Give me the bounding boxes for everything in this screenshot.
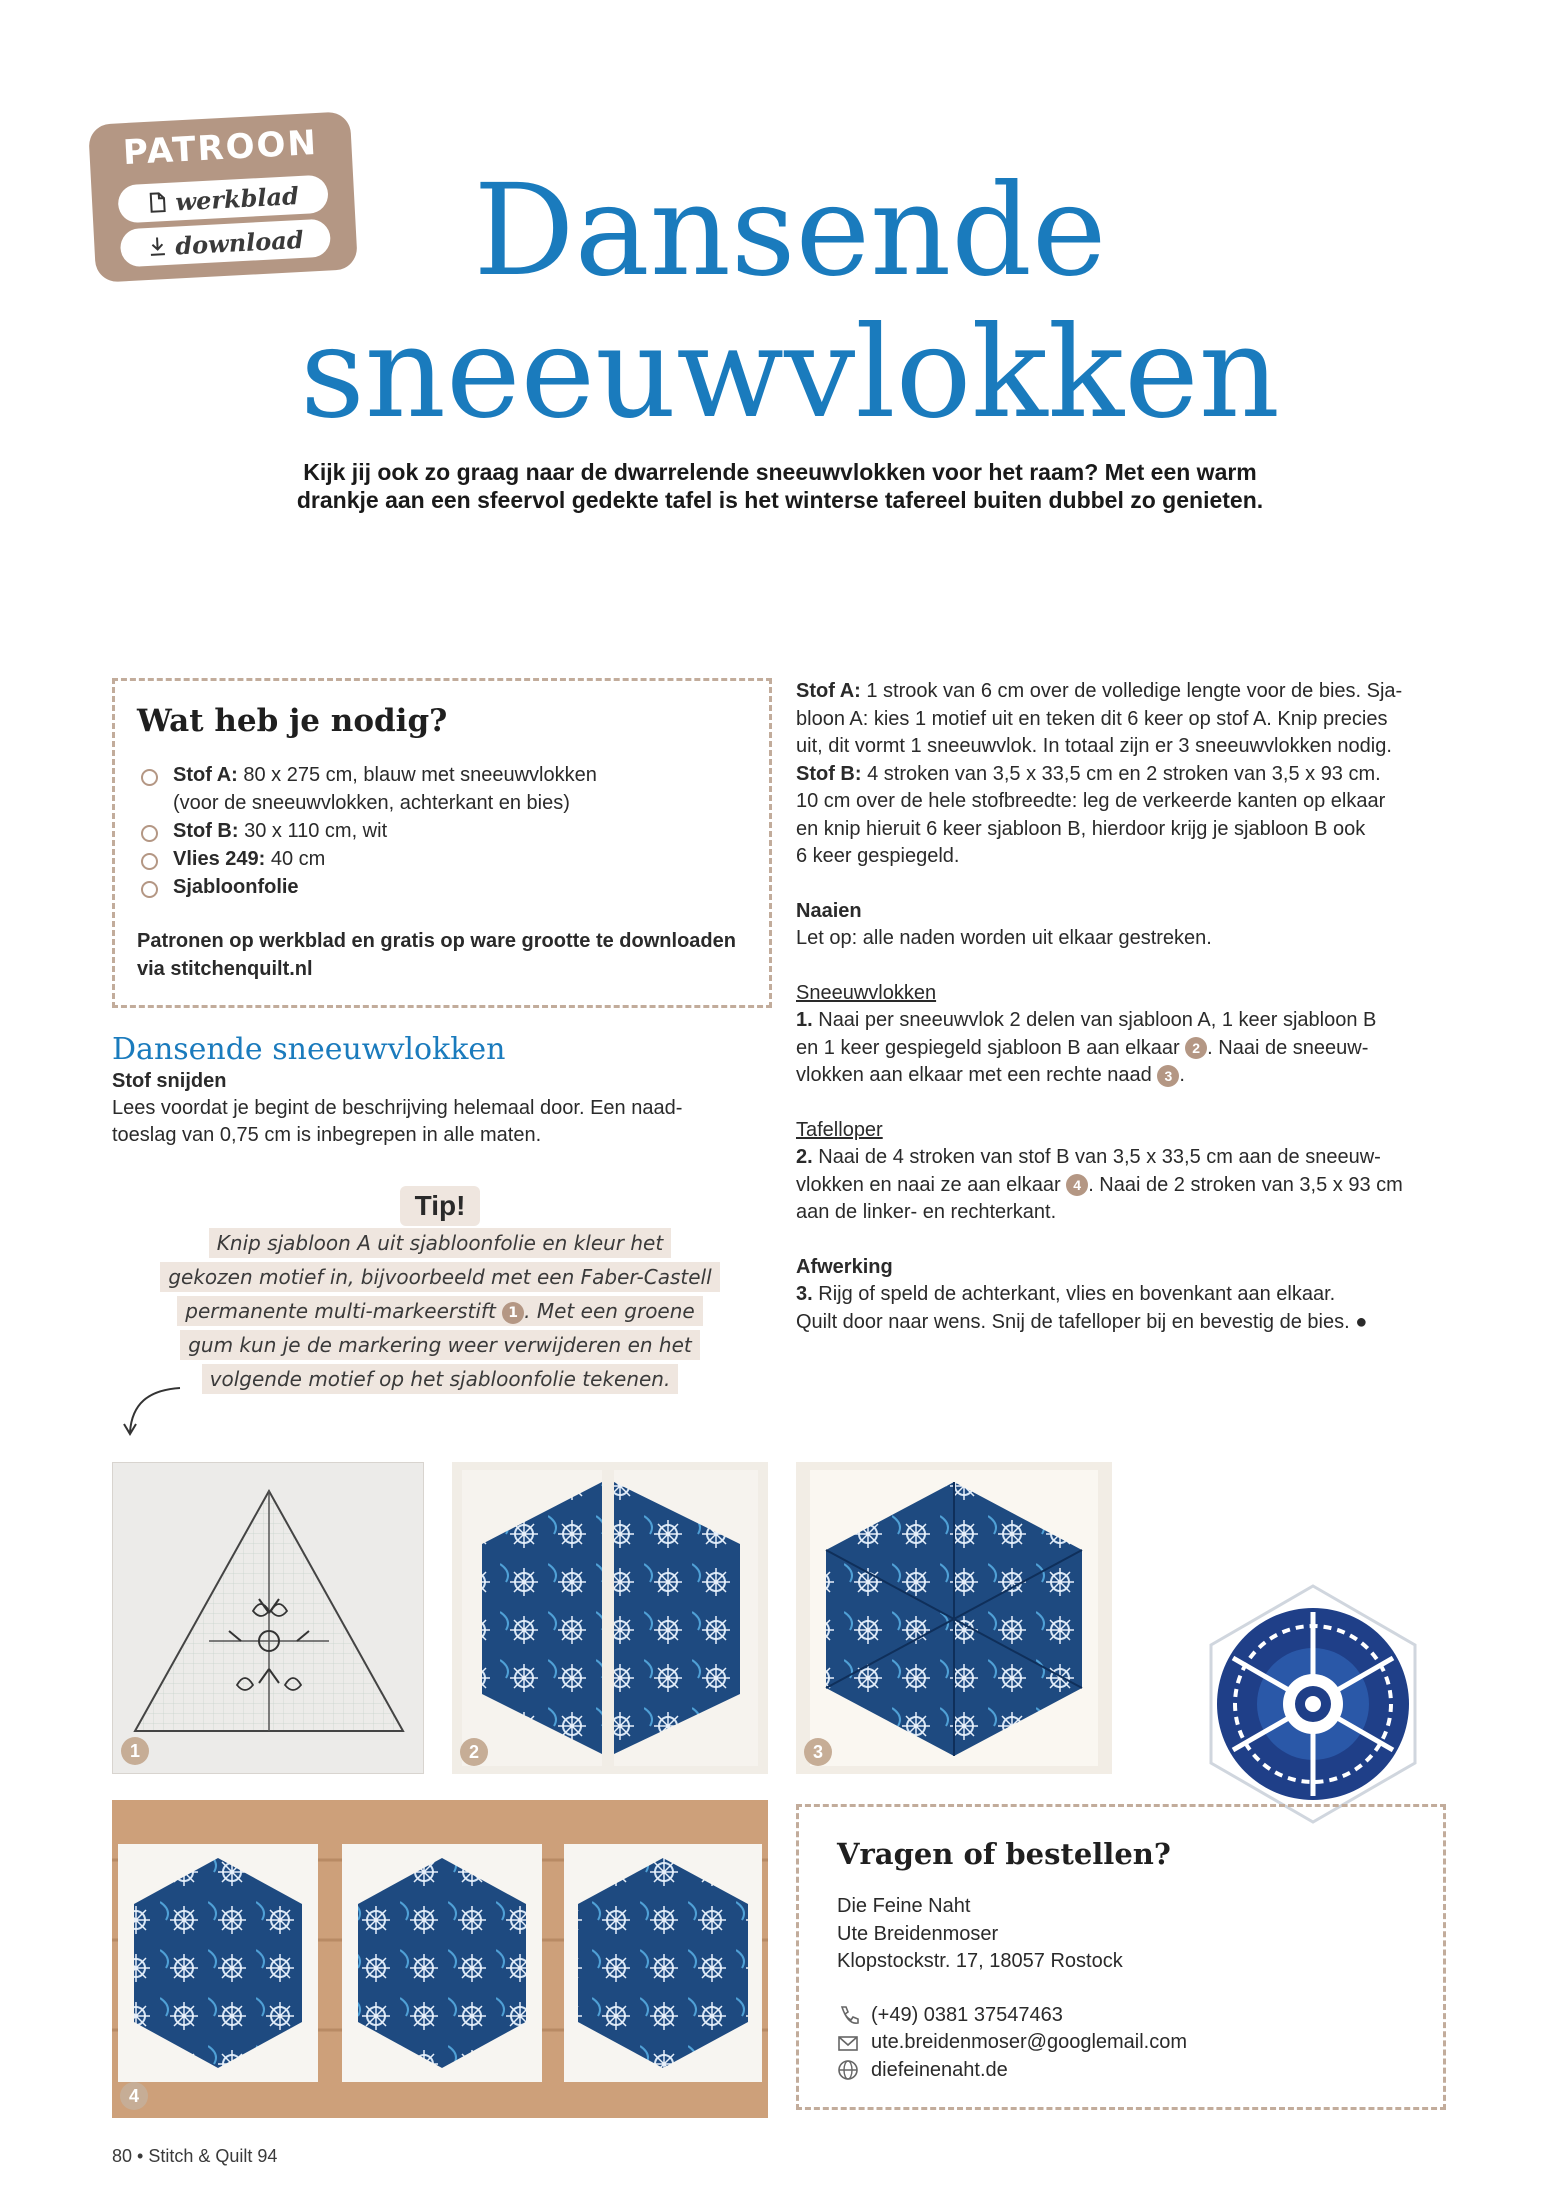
fabric-b-line-1: 4 stroken van 3,5 x 33,5 cm en 2 stroken van 3,5 x 93 cm.	[861, 762, 1381, 785]
photo-ref-badge: 1	[502, 1302, 524, 1324]
snowflakes-line-1: Naai per sneeuwvlok 2 delen van sjabloon A, 1 keer sjabloon B	[812, 1009, 1377, 1031]
email-icon	[837, 2032, 859, 2054]
contact-box	[796, 1804, 1446, 2110]
cutting-line-2: toeslag van 0,75 cm is inbegrepen in alle maten.	[112, 1124, 542, 1146]
page-footer: 80 • Stitch & Quilt 94	[112, 2146, 278, 2166]
contact-heading: Vragen of bestellen?	[837, 1837, 1171, 1871]
item-label: Vlies 249:	[173, 848, 266, 870]
tip-line-4: gum kun je de markering weer verwijderen en het	[180, 1330, 700, 1360]
phone-icon	[837, 2004, 859, 2026]
badge-title: PATROON	[121, 122, 319, 174]
photo-template-triangle	[112, 1462, 424, 1774]
item-label: Stof B:	[173, 820, 239, 842]
worksheet-label: werkblad	[174, 180, 300, 216]
contact-address: Klopstockstr. 17, 18057 Rostock	[837, 1950, 1123, 1972]
materials-heading: Wat heb je nodig?	[137, 703, 448, 739]
item-label: Stof A:	[173, 764, 238, 786]
list-item	[137, 817, 747, 845]
finishing-line-2: Quilt door naar wens. Snij de tafelloper bij en bevestig de bies. ●	[796, 1310, 1368, 1333]
download-note: Patronen op werkblad en gratis op ware grootte te downloaden via stitchenquilt.nl	[137, 930, 736, 980]
fabric-a-label: Stof A:	[796, 680, 861, 702]
phone-row	[837, 2002, 1405, 2030]
fabric-b-label: Stof B:	[796, 762, 862, 785]
intro-line-1: Kijk jij ook zo graag naar de dwarrelende sneeuwvlokken voor het raam? Met een warm	[303, 459, 1257, 485]
download-label: download	[174, 224, 305, 261]
snowflake-illustration	[1178, 1574, 1448, 1834]
runner-line-2a: vlokken en naai ze aan elkaar	[796, 1173, 1061, 1196]
email-row	[837, 2029, 1405, 2057]
item-text: 30 x 110 cm, wit	[238, 820, 388, 842]
photo-number: 2	[460, 1738, 488, 1766]
photo-ref-badge: 3	[1157, 1065, 1179, 1087]
photo-number: 4	[120, 2082, 148, 2110]
cutting-text	[112, 1068, 742, 1149]
email-address[interactable]: ute.breidenmoser@googlemail.com	[871, 2031, 1188, 2053]
instructions-column	[796, 678, 1446, 1336]
tip-line-3a: permanente multi-markeerstift	[185, 1299, 496, 1323]
web-row	[837, 2057, 1405, 2085]
list-item	[137, 761, 747, 817]
photo-joined-pieces	[452, 1462, 768, 1774]
title-line-1: Dansende	[473, 157, 1107, 304]
item-text: 40 cm	[265, 848, 326, 870]
tip-line-1: Knip sjabloon A uit sjabloonfolie en kleur het	[209, 1228, 671, 1258]
finishing-line-1: Rijg of speld de achterkant, vlies en bovenkant aan elkaar.	[812, 1283, 1336, 1305]
tip-line-2: gekozen motief in, bijvoorbeeld met een Faber-Castell	[160, 1262, 719, 1292]
list-item	[137, 873, 747, 901]
sewing-line-1: Let op: alle naden worden uit elkaar gestreken.	[796, 927, 1212, 949]
tip-heading: Tip!	[400, 1186, 480, 1226]
snowflakes-line-3a: vlokken aan elkaar met een rechte naad	[796, 1064, 1152, 1086]
website-link[interactable]: diefeinenaht.de	[871, 2058, 1008, 2081]
photo-number: 1	[121, 1737, 149, 1765]
cutting-line-1: Lees voordat je begint de beschrijving helemaal door. Een naad-	[112, 1097, 683, 1119]
item-text-2: (voor de sneeuwvlokken, achterkant en bies)	[173, 792, 570, 814]
photo-number: 3	[804, 1738, 832, 1766]
photo-ref-badge: 4	[1066, 1174, 1088, 1196]
materials-box	[112, 678, 772, 1008]
fabric-b-line-4: 6 keer gespiegeld.	[796, 845, 960, 867]
sewing-heading: Naaien	[796, 899, 862, 922]
fabric-b-line-2: 10 cm over de hele stofbreedte: leg de verkeerde kanten op elkaar	[796, 790, 1386, 812]
runner-line-2b: . Naai de 2 stroken van 3,5 x 93 cm	[1088, 1173, 1403, 1196]
snowflakes-line-3b: .	[1179, 1064, 1185, 1086]
shop-name: Die Feine Naht	[837, 1895, 971, 1917]
photo-snowflake-hexagon	[796, 1462, 1112, 1774]
title-line-2: sneeuwvlokken	[300, 299, 1280, 446]
tip-line-3: permanente multi-markeerstift 1 . Met een groene	[177, 1296, 702, 1326]
step-number: 1.	[796, 1009, 813, 1031]
runner-heading: Tafelloper	[796, 1118, 883, 1141]
tip-line-3b: Met een groene	[536, 1299, 695, 1323]
step-number: 3.	[796, 1283, 813, 1305]
fabric-b-line-3: en knip hieruit 6 keer sjabloon B, hierdoor krijg je sjabloon B ook	[796, 817, 1366, 840]
download-icon	[147, 235, 168, 258]
step-number: 2.	[796, 1146, 813, 1168]
fabric-a-line-1: 1 strook van 6 cm over de volledige lengte voor de bies. Sja-	[860, 680, 1403, 702]
section-heading: Dansende sneeuwvlokken	[112, 1032, 506, 1067]
photo-three-blocks	[112, 1800, 768, 2118]
runner-line-1: Naai de 4 stroken van stof B van 3,5 x 33,5 cm aan de sneeuw-	[812, 1146, 1381, 1168]
phone-number[interactable]: (+49) 0381 37547463	[871, 2003, 1063, 2026]
snowflakes-line-2b: . Naai de sneeuw-	[1207, 1036, 1369, 1059]
runner-line-3: aan de linker- en rechterkant.	[796, 1201, 1057, 1223]
photo-ref-badge: 2	[1185, 1037, 1207, 1059]
fabric-a-line-2: bloon A: kies 1 motief uit en teken dit 6 keer op stof A. Knip precies	[796, 707, 1388, 730]
snowflakes-line-2a: en 1 keer gespiegeld sjabloon B aan elkaar	[796, 1036, 1180, 1059]
curved-arrow-icon	[118, 1382, 188, 1442]
globe-icon	[837, 2059, 859, 2081]
snowflakes-heading: Sneeuwvlokken	[796, 981, 937, 1004]
finishing-heading: Afwerking	[796, 1255, 893, 1278]
item-text: 80 x 275 cm, blauw met sneeuwvlokken	[237, 764, 597, 786]
intro-line-2: drankje aan een sfeervol gedekte tafel is het winterse tafereel buiten dubbel zo genieten.	[296, 487, 1264, 513]
tip-line-5: volgende motief op het sjabloonfolie tekenen.	[202, 1364, 679, 1394]
fabric-a-line-3: uit, dit vormt 1 sneeuwvlok. In totaal zijn er 3 sneeuwvlokken nodig.	[796, 735, 1392, 757]
contact-name: Ute Breidenmoser	[837, 1922, 999, 1945]
materials-list	[137, 761, 747, 901]
intro-text	[180, 458, 1380, 514]
tip-text	[160, 1226, 720, 1396]
cutting-subheading: Stof snijden	[112, 1070, 227, 1092]
item-label: Sjabloonfolie	[173, 876, 299, 898]
document-icon	[147, 191, 168, 214]
list-item	[137, 845, 747, 873]
page-title	[250, 157, 1330, 446]
